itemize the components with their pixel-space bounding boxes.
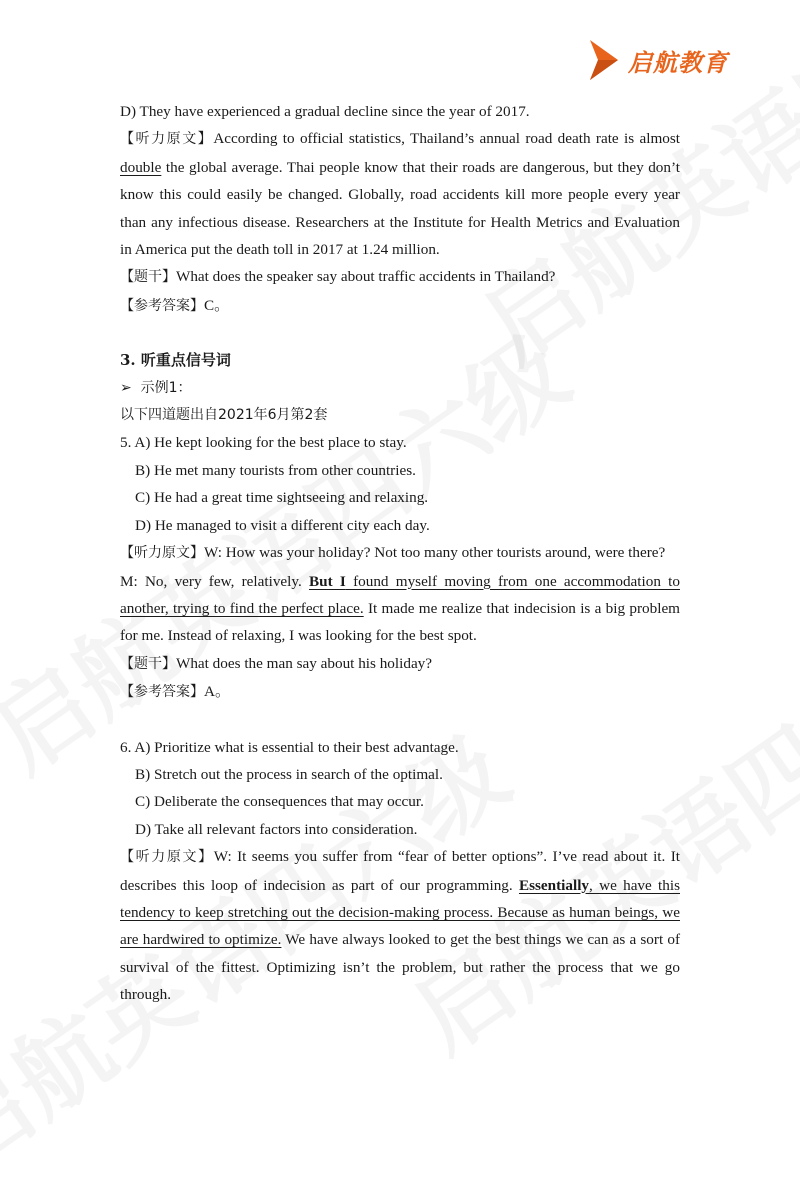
transcript-label: 【听力原文】 bbox=[120, 131, 214, 148]
q5-option-c: C) He had a great time sightseeing and relaxing. bbox=[135, 489, 429, 507]
underlined-text: found myself moving from one accommodation to another, trying to find the perfect place. bbox=[120, 572, 680, 617]
transcript-text: W: How was your holiday? Not too many other tourists around, were there? bbox=[204, 544, 666, 562]
q4-answer bbox=[120, 292, 680, 320]
brand-arrow-icon bbox=[584, 38, 624, 82]
q6-option-d: D) Take all relevant factors into consideration. bbox=[135, 820, 418, 838]
transcript-text: the global average. Thai people know that their roads are dangerous, but they don’t know this could easily be changed. Globally, road accidents kill more people every year than any infectious disease. Researchers at the Institute for Health Metrics and Evaluation in America put the death toll in 2017 at 1.24 million. bbox=[120, 158, 680, 259]
bold-underlined-text: But I bbox=[309, 572, 346, 590]
document-body bbox=[120, 98, 680, 1009]
transcript-label: 【听力原文】 bbox=[120, 545, 204, 562]
underlined-text: double bbox=[120, 158, 162, 176]
section-heading: 3. 听重点信号词 bbox=[120, 351, 231, 370]
answer-text: C。 bbox=[204, 296, 230, 314]
example-label bbox=[120, 375, 680, 402]
q5-transcript-w bbox=[120, 539, 680, 567]
underlined-text: , we have this tendency to keep stretching out the decision-making process. Because as human beings, we are hardwired to optimize. bbox=[120, 876, 680, 949]
transcript-text: M: No, very few, relatively. bbox=[120, 572, 310, 590]
transcript-text: We have always looked to get the best things we can as a sort of survival of the fittest. Optimizing isn’t the problem, but rather the process that we go through. bbox=[120, 931, 681, 1004]
question-label: 【题干】 bbox=[120, 269, 176, 286]
brand-logo bbox=[584, 38, 728, 82]
question-text: What does the speaker say about traffic accidents in Thailand? bbox=[176, 268, 556, 286]
q6-option-c: C) Deliberate the consequences that may occur. bbox=[135, 793, 424, 811]
q6-option-b: B) Stretch out the process in search of the optimal. bbox=[135, 765, 443, 783]
question-text: What does the man say about his holiday? bbox=[176, 654, 433, 672]
q5-option-a: 5. A) He kept looking for the best place to stay. bbox=[120, 434, 407, 452]
answer-label: 【参考答案】 bbox=[120, 297, 204, 314]
transcript-text: According to official statistics, Thailand’s annual road death rate is almost bbox=[213, 130, 681, 148]
example-source: 以下四道题出自2021年6月第2套 bbox=[120, 407, 328, 424]
answer-text: A。 bbox=[204, 683, 231, 701]
transcript-text: It made me realize that indecision is a big problem for me. Instead of relaxing, I was looking for the best spot. bbox=[120, 599, 680, 645]
transcript-label: 【听力原文】 bbox=[120, 849, 214, 866]
answer-label: 【参考答案】 bbox=[120, 684, 204, 701]
q4-transcript bbox=[120, 125, 680, 263]
q4-option-d: D) They have experienced a gradual decline since the year of 2017. bbox=[120, 103, 530, 120]
brand-name: 启航教育 bbox=[628, 48, 728, 77]
bold-underlined-text: Essentially bbox=[518, 876, 590, 894]
q4-question bbox=[120, 263, 680, 291]
q5-option-b: B) He met many tourists from other countries. bbox=[135, 461, 416, 479]
bullet-arrow-icon: ➢ bbox=[120, 379, 132, 396]
q6-transcript bbox=[120, 843, 680, 1008]
q5-option-d: D) He managed to visit a different city each day. bbox=[135, 516, 430, 534]
example-label-text: 示例1： bbox=[140, 379, 192, 396]
q5-transcript-m bbox=[120, 568, 680, 650]
transcript-text: W: It seems you suffer from “fear of better options”. I’ve read about it. It describes this loop of indecision as part of our programming. bbox=[120, 848, 680, 894]
q5-answer bbox=[120, 678, 680, 706]
q6-option-a: 6. A) Prioritize what is essential to their best advantage. bbox=[120, 738, 459, 756]
question-label: 【题干】 bbox=[120, 655, 176, 672]
q5-question bbox=[120, 650, 680, 678]
